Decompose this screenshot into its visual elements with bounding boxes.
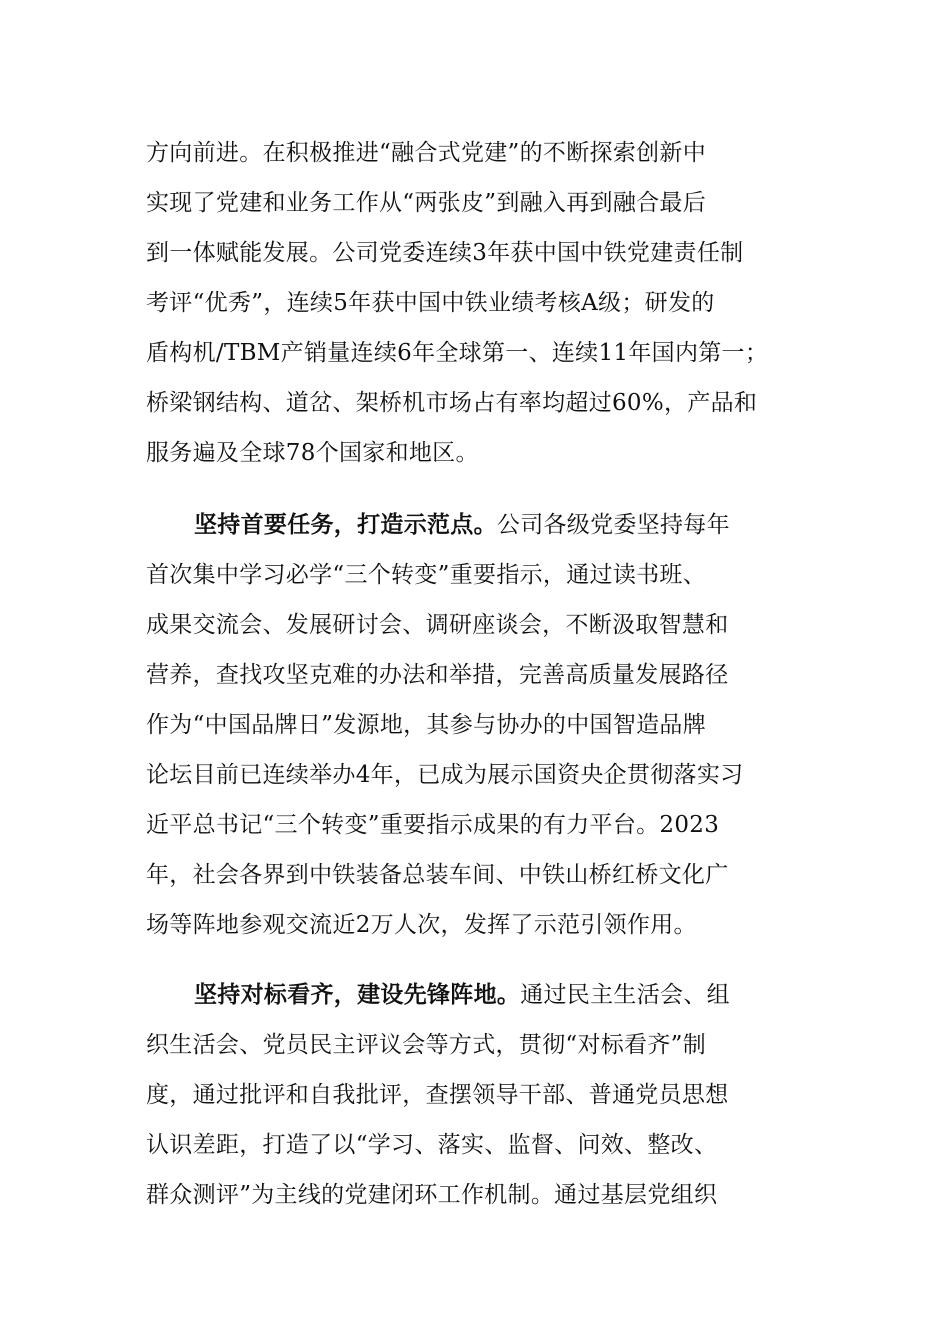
text-line-first: [146, 970, 811, 1020]
text-line: 服务遍及全球78个国家和地区。: [146, 440, 479, 466]
text-line: 盾构机/TBM产销量连续6年全球第一、连续11年国内第一；: [146, 340, 769, 366]
paragraph-intro: [146, 128, 811, 478]
text-line: 认识差距，打造了以“学习、落实、监督、问效、整改、: [146, 1132, 718, 1158]
text-line: 群众测评”为主线的党建闭环工作机制。通过基层党组织: [146, 1182, 718, 1208]
paragraph-lead-heading: 坚持首要任务，打造示范点。: [194, 511, 497, 538]
text-line: 论坛目前已连续举办4年，已成为展示国资央企贯彻落实习: [146, 762, 744, 788]
text-run: 通过民主生活会、组: [520, 982, 730, 1008]
paragraph-first-task: [146, 500, 811, 950]
text-line: 织生活会、党员民主评议会等方式，贯彻“对标看齐”制: [146, 1032, 707, 1058]
text-line: 考评“优秀”，连续5年获中国中铁业绩考核A级；研发的: [146, 290, 715, 316]
text-line: 首次集中学习必学“三个转变”重要指示，通过读书班、: [146, 562, 707, 588]
paragraph-lead-heading: 坚持对标看齐，建设先锋阵地。: [194, 981, 521, 1008]
text-line: 实现了党建和业务工作从“两张皮”到融入再到融合最后: [146, 190, 707, 216]
text-line: 方向前进。在积极推进“融合式党建”的不断探索创新中: [146, 140, 707, 166]
text-line-first: [146, 500, 811, 550]
text-line: 近平总书记“三个转变”重要指示成果的有力平台。2023: [146, 812, 720, 838]
text-line: 到一体赋能发展。公司党委连续3年获中国中铁党建责任制: [146, 240, 744, 266]
text-line: 年，社会各界到中铁装备总装车间、中铁山桥红桥文化广: [146, 862, 729, 888]
text-line: 场等阵地参观交流近2万人次，发挥了示范引领作用。: [146, 912, 697, 938]
text-run: 公司各级党委坚持每年: [496, 512, 730, 538]
text-line: 桥梁钢结构、道岔、架桥机市场占有率均超过60%，产品和: [146, 390, 758, 416]
text-line: 营养，查找攻坚克难的办法和举措，完善高质量发展路径: [146, 662, 729, 688]
text-line: 作为“中国品牌日”发源地，其参与协办的中国智造品牌: [146, 712, 707, 738]
text-line: 成果交流会、发展研讨会、调研座谈会，不断汲取智慧和: [146, 612, 729, 638]
paragraph-benchmark: [146, 970, 811, 1220]
text-line: 度，通过批评和自我批评，查摆领导干部、普通党员思想: [146, 1082, 729, 1108]
